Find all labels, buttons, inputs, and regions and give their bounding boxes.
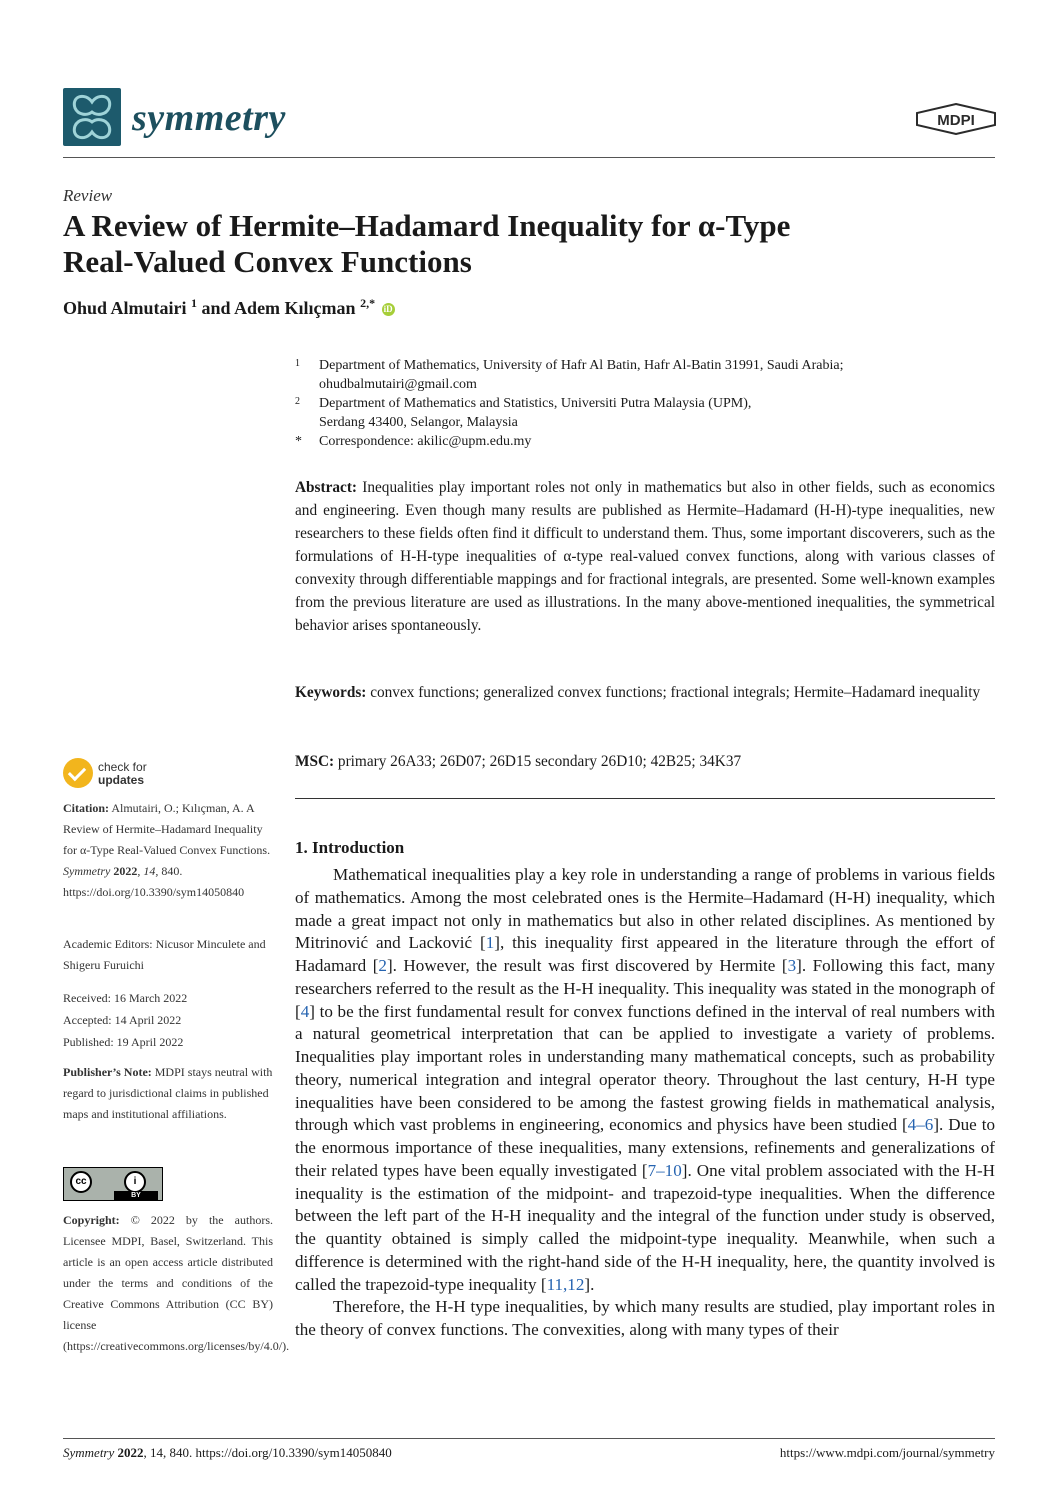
affiliation-email[interactable]: ohudbalmutairi@gmail.com xyxy=(319,377,477,392)
footer-divider xyxy=(63,1438,995,1439)
paragraph: Therefore, the H-H type inequalities, by which many results are studied, play important roles in the theory of convex functions. The convexities, along with many types of their xyxy=(295,1297,995,1339)
citation-volume: , 14, xyxy=(137,864,159,878)
affiliation-text: Department of Mathematics, University of Hafr Al Batin, Hafr Al-Batin 31991, Saudi Arabia; xyxy=(319,358,844,373)
copyright xyxy=(63,1210,290,1357)
footer-journal: Symmetry xyxy=(63,1445,115,1460)
journal-logo-icon xyxy=(63,88,121,146)
publisher-note-text: MDPI stays neutral with regard to jurisdictional claims in published maps and institutional affiliations. xyxy=(63,1065,273,1121)
paragraph xyxy=(295,864,995,1296)
msc-text: primary 26A33; 26D07; 26D15 secondary 26D10; 42B25; 34K37 xyxy=(337,753,742,770)
affiliation-row xyxy=(295,394,995,413)
citation-link[interactable]: 4–6 xyxy=(907,1115,934,1135)
text-run: ]. xyxy=(584,1274,595,1294)
orcid-icon[interactable]: iD xyxy=(383,304,393,314)
citation-doi[interactable]: 840. https://doi.org/10.3390/sym14050840 xyxy=(63,864,245,899)
title-line-1: A Review of Hermite–Hadamard Inequality for α-Type xyxy=(63,208,791,243)
affiliation-mark: 2 xyxy=(295,396,300,407)
citation-link[interactable]: 4 xyxy=(300,1001,310,1021)
author-1-affiliation: 1 xyxy=(191,296,198,310)
attribution-icon: i xyxy=(124,1171,146,1193)
cc-by-license-icon[interactable] xyxy=(63,1167,163,1201)
keywords-label: Keywords: xyxy=(295,684,367,701)
check-for-updates-button[interactable] xyxy=(63,758,198,792)
journal-name[interactable]: symmetry xyxy=(132,97,286,139)
affiliations xyxy=(295,356,995,451)
correspondence-text[interactable]: Correspondence: akilic@upm.edu.my xyxy=(319,434,532,449)
affiliation-row xyxy=(295,432,995,451)
text-run: ] to be the first fundamental result for convex functions defined in the interval of real numbers with a natural geometrical interpretation that can be applied to investigate a variety of problems. Inequalities play important roles in understanding many mathematical concepts, such as probability theory, numerical integration and integral operator theory. Throughout the last century, H-H type inequalities have been considered to be among the fastest growing fields in mathematical analysis, through which vast problems in engineering, economics and physics have been studied [ xyxy=(295,1001,995,1135)
citation-link[interactable]: 7–10 xyxy=(647,1160,682,1180)
text-run: Mathematical inequalities play a key role in understanding a range of problems in various fields of mathematics. Among the most celebrated ones is the Hermite–Hadamard (H-H) inequality, which made a great impact not only in mathematics but also in other related disciplines. As mentioned by Mitrinović and Lacković [ xyxy=(295,865,995,953)
citation-label: Citation: xyxy=(63,801,109,815)
article-title xyxy=(63,208,963,280)
publisher-note-label: Publisher’s Note: xyxy=(63,1065,152,1079)
text-run: ]. Due to the enormous importance of these inequalities, many extensions, refinements and generalizations of their related types have been equally investigated [ xyxy=(295,1115,995,1180)
text-run: ]. Following this fact, many researchers referred to the result as the H-H inequality. This inequality was stated in the monograph of [ xyxy=(295,956,996,1021)
author-2-affiliation: 2,* xyxy=(360,296,376,310)
header-divider xyxy=(63,157,995,158)
msc xyxy=(295,750,995,773)
author-1[interactable]: Ohud Almutairi xyxy=(63,298,187,318)
title-line-2: Real-Valued Convex Functions xyxy=(63,244,472,279)
copyright-text: © 2022 by the authors. Licensee MDPI, Basel, Switzerland. This article is an open access article distributed under the terms and conditions of the Creative Commons Attribution (CC BY) license (https://creativecommons.org/licenses/by/4.0/). xyxy=(63,1213,290,1353)
accepted-date: Accepted: 14 April 2022 xyxy=(63,1013,182,1027)
keywords xyxy=(295,681,995,704)
copyright-label: Copyright: xyxy=(63,1213,120,1227)
check-label-1: check for xyxy=(98,760,147,774)
affiliation-mark: 1 xyxy=(295,358,300,369)
affiliation-row xyxy=(295,375,995,394)
check-label-2: updates xyxy=(98,773,145,787)
citation-link[interactable]: 2 xyxy=(378,956,387,975)
abstract-divider xyxy=(295,798,995,799)
by-label: BY xyxy=(114,1191,158,1200)
abstract-label: Abstract: xyxy=(295,479,358,496)
msc-label: MSC: xyxy=(295,753,335,770)
mdpi-logo-icon[interactable] xyxy=(915,103,997,135)
check-icon xyxy=(63,758,93,788)
citation-block xyxy=(63,798,273,903)
text-run: ], this inequality first appeared in the literature through the effort of Hadamard [ xyxy=(295,933,995,975)
abstract xyxy=(295,476,995,637)
footer-doi[interactable]: , 14, 840. https://doi.org/10.3390/sym14050840 xyxy=(143,1445,392,1460)
citation-link[interactable]: 11,12 xyxy=(546,1274,585,1294)
published-date: Published: 19 April 2022 xyxy=(63,1035,184,1049)
affiliation-text: Serdang 43400, Selangor, Malaysia xyxy=(319,415,518,430)
citation-link[interactable]: 3 xyxy=(787,956,797,975)
article-type: Review xyxy=(63,186,113,205)
abstract-text: Inequalities play important roles not only in mathematics but also in other fields, such as economics and engineering. Even though many results are published as Hermite–Hadamard (H-H)-type inequalities, new researchers to these fields often find it difficult to understand them. Thus, some important discoverers, such as the formulations of H-H-type inequalities of α-type real-valued convex functions, along with various classes of convexity through differentiable mappings and for fractional integrals, are presented. Some well-known examples from the previous literature are used as illustrations. In the many above-mentioned inequalities, the symmetrical behavior arises spontaneously. xyxy=(295,479,995,634)
cc-icon: cc xyxy=(70,1171,92,1193)
text-run: ]. However, the result was first discovered by Hermite [ xyxy=(386,956,788,975)
section-heading: 1. Introduction xyxy=(295,838,405,857)
publisher-note xyxy=(63,1062,273,1125)
academic-editors: Academic Editors: Nicusor Minculete and Shigeru Furuichi xyxy=(63,937,266,972)
footer-journal-url[interactable]: https://www.mdpi.com/journal/symmetry xyxy=(779,1445,995,1460)
affiliation-row xyxy=(295,413,995,432)
keywords-text: convex functions; generalized convex functions; fractional integrals; Hermite–Hadamard inequality xyxy=(370,684,981,701)
footer-year: 2022 xyxy=(117,1445,144,1460)
publisher-name: MDPI xyxy=(937,112,975,129)
citation-link[interactable]: 1 xyxy=(485,933,495,953)
citation-text: Almutairi, O.; Kılıçman, A. A Review of Hermite–Hadamard Inequality for α-Type Real-Valued Convex Functions. xyxy=(63,801,271,857)
author-2[interactable]: Adem Kılıçman xyxy=(234,298,356,318)
introduction-body xyxy=(295,864,995,1342)
affiliation-row xyxy=(295,356,995,375)
correspondence-mark: * xyxy=(295,434,302,449)
received-date: Received: 16 March 2022 xyxy=(63,991,188,1005)
affiliation-text: Department of Mathematics and Statistics, Universiti Putra Malaysia (UPM), xyxy=(319,396,752,411)
author-and: and xyxy=(197,298,235,318)
text-run: ]. One vital problem associated with the H-H inequality is the estimation of the midpoint- and trapezoid-type inequalities. When the difference between the left part of the H-H inequality and the integral of the function under study is observed, the quantity obtained is simply called the midpoint-type inequality. Meanwhile, when such a difference is determined with the right-hand side of the H-H inequality, here, the quantity involved is called the trapezoid-type inequality [ xyxy=(295,1160,995,1294)
footer-citation xyxy=(63,1445,392,1461)
citation-journal: Symmetry xyxy=(63,864,111,878)
author-list xyxy=(63,296,395,319)
citation-year: 2022 xyxy=(113,864,138,878)
